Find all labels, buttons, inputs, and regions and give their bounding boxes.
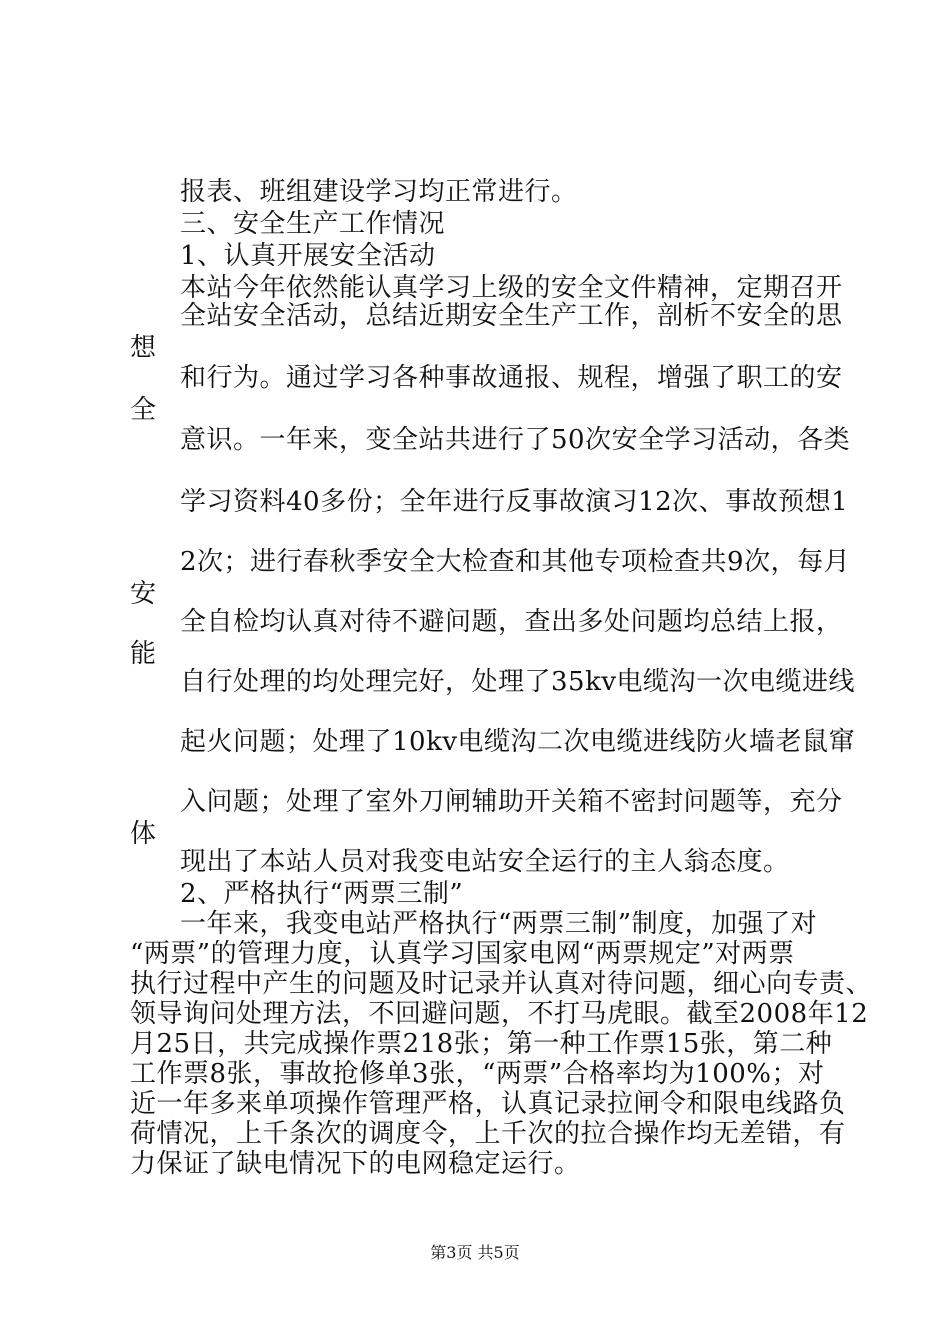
body-line: 领导询问处理方法，不回避问题，不打马虎眼。截至2008年12 bbox=[130, 999, 869, 1029]
wrap-char: 体 bbox=[130, 819, 157, 849]
body-line: 一年来，我变电站严格执行“两票三制”制度，加强了对 bbox=[180, 909, 818, 939]
subsection-heading: 1、认真开展安全活动 bbox=[180, 241, 436, 271]
body-line: 意识。一年来，变全站共进行了50次安全学习活动，各类 bbox=[180, 425, 851, 455]
subsection-heading: 2、严格执行“两票三制” bbox=[180, 879, 464, 909]
body-line: 全站安全活动，总结近期安全生产工作，剖析不安全的思 bbox=[180, 301, 843, 331]
body-line: 力保证了缺电情况下的电网稳定运行。 bbox=[130, 1149, 581, 1179]
body-line: 月25日，共完成操作票218张；第一种工作票15张，第二种 bbox=[130, 1029, 833, 1059]
section-heading: 三、安全生产工作情况 bbox=[180, 209, 446, 239]
body-line: 现出了本站人员对我变电站安全运行的主人翁态度。 bbox=[180, 847, 790, 877]
body-line: 学习资料40多份；全年进行反事故演习12次、事故预想1 bbox=[180, 487, 849, 517]
body-line: 执行过程中产生的问题及时记录并认真对待问题，细心向专责、 bbox=[130, 969, 873, 999]
body-line: 自行处理的均处理完好，处理了35kv电缆沟一次电缆进线 bbox=[180, 667, 856, 697]
body-line: 2次；进行春秋季安全大检查和其他专项检查共9次，每月 bbox=[180, 547, 851, 577]
body-line: “两票”的管理力度，认真学习国家电网“两票规定”对两票 bbox=[130, 939, 795, 969]
body-line: 全自检均认真对待不避问题，查出多处问题均总结上报， bbox=[180, 607, 843, 637]
body-line: 报表、班组建设学习均正常进行。 bbox=[180, 177, 578, 207]
body-line: 工作票8张，事故抢修单3张，“两票”合格率均为100%；对 bbox=[130, 1059, 825, 1089]
body-line: 荷情况，上千条次的调度令，上千次的拉合操作均无差错，有 bbox=[130, 1119, 846, 1149]
body-line: 近一年多来单项操作管理严格，认真记录拉闸令和限电线路负 bbox=[130, 1089, 846, 1119]
page-footer: 第3页 共5页 bbox=[430, 1243, 520, 1262]
body-line: 入问题；处理了室外刀闸辅助开关箱不密封问题等，充分 bbox=[180, 787, 843, 817]
body-line: 起火问题；处理了10kv电缆沟二次电缆进线防火墙老鼠窜 bbox=[180, 727, 856, 757]
body-line: 和行为。通过学习各种事故通报、规程，增强了职工的安 bbox=[180, 363, 843, 393]
wrap-char: 全 bbox=[130, 395, 157, 425]
wrap-char: 安 bbox=[130, 579, 157, 609]
wrap-char: 能 bbox=[130, 639, 157, 669]
wrap-char: 想 bbox=[130, 333, 157, 363]
body-line: 本站今年依然能认真学习上级的安全文件精神，定期召开 bbox=[180, 273, 843, 303]
